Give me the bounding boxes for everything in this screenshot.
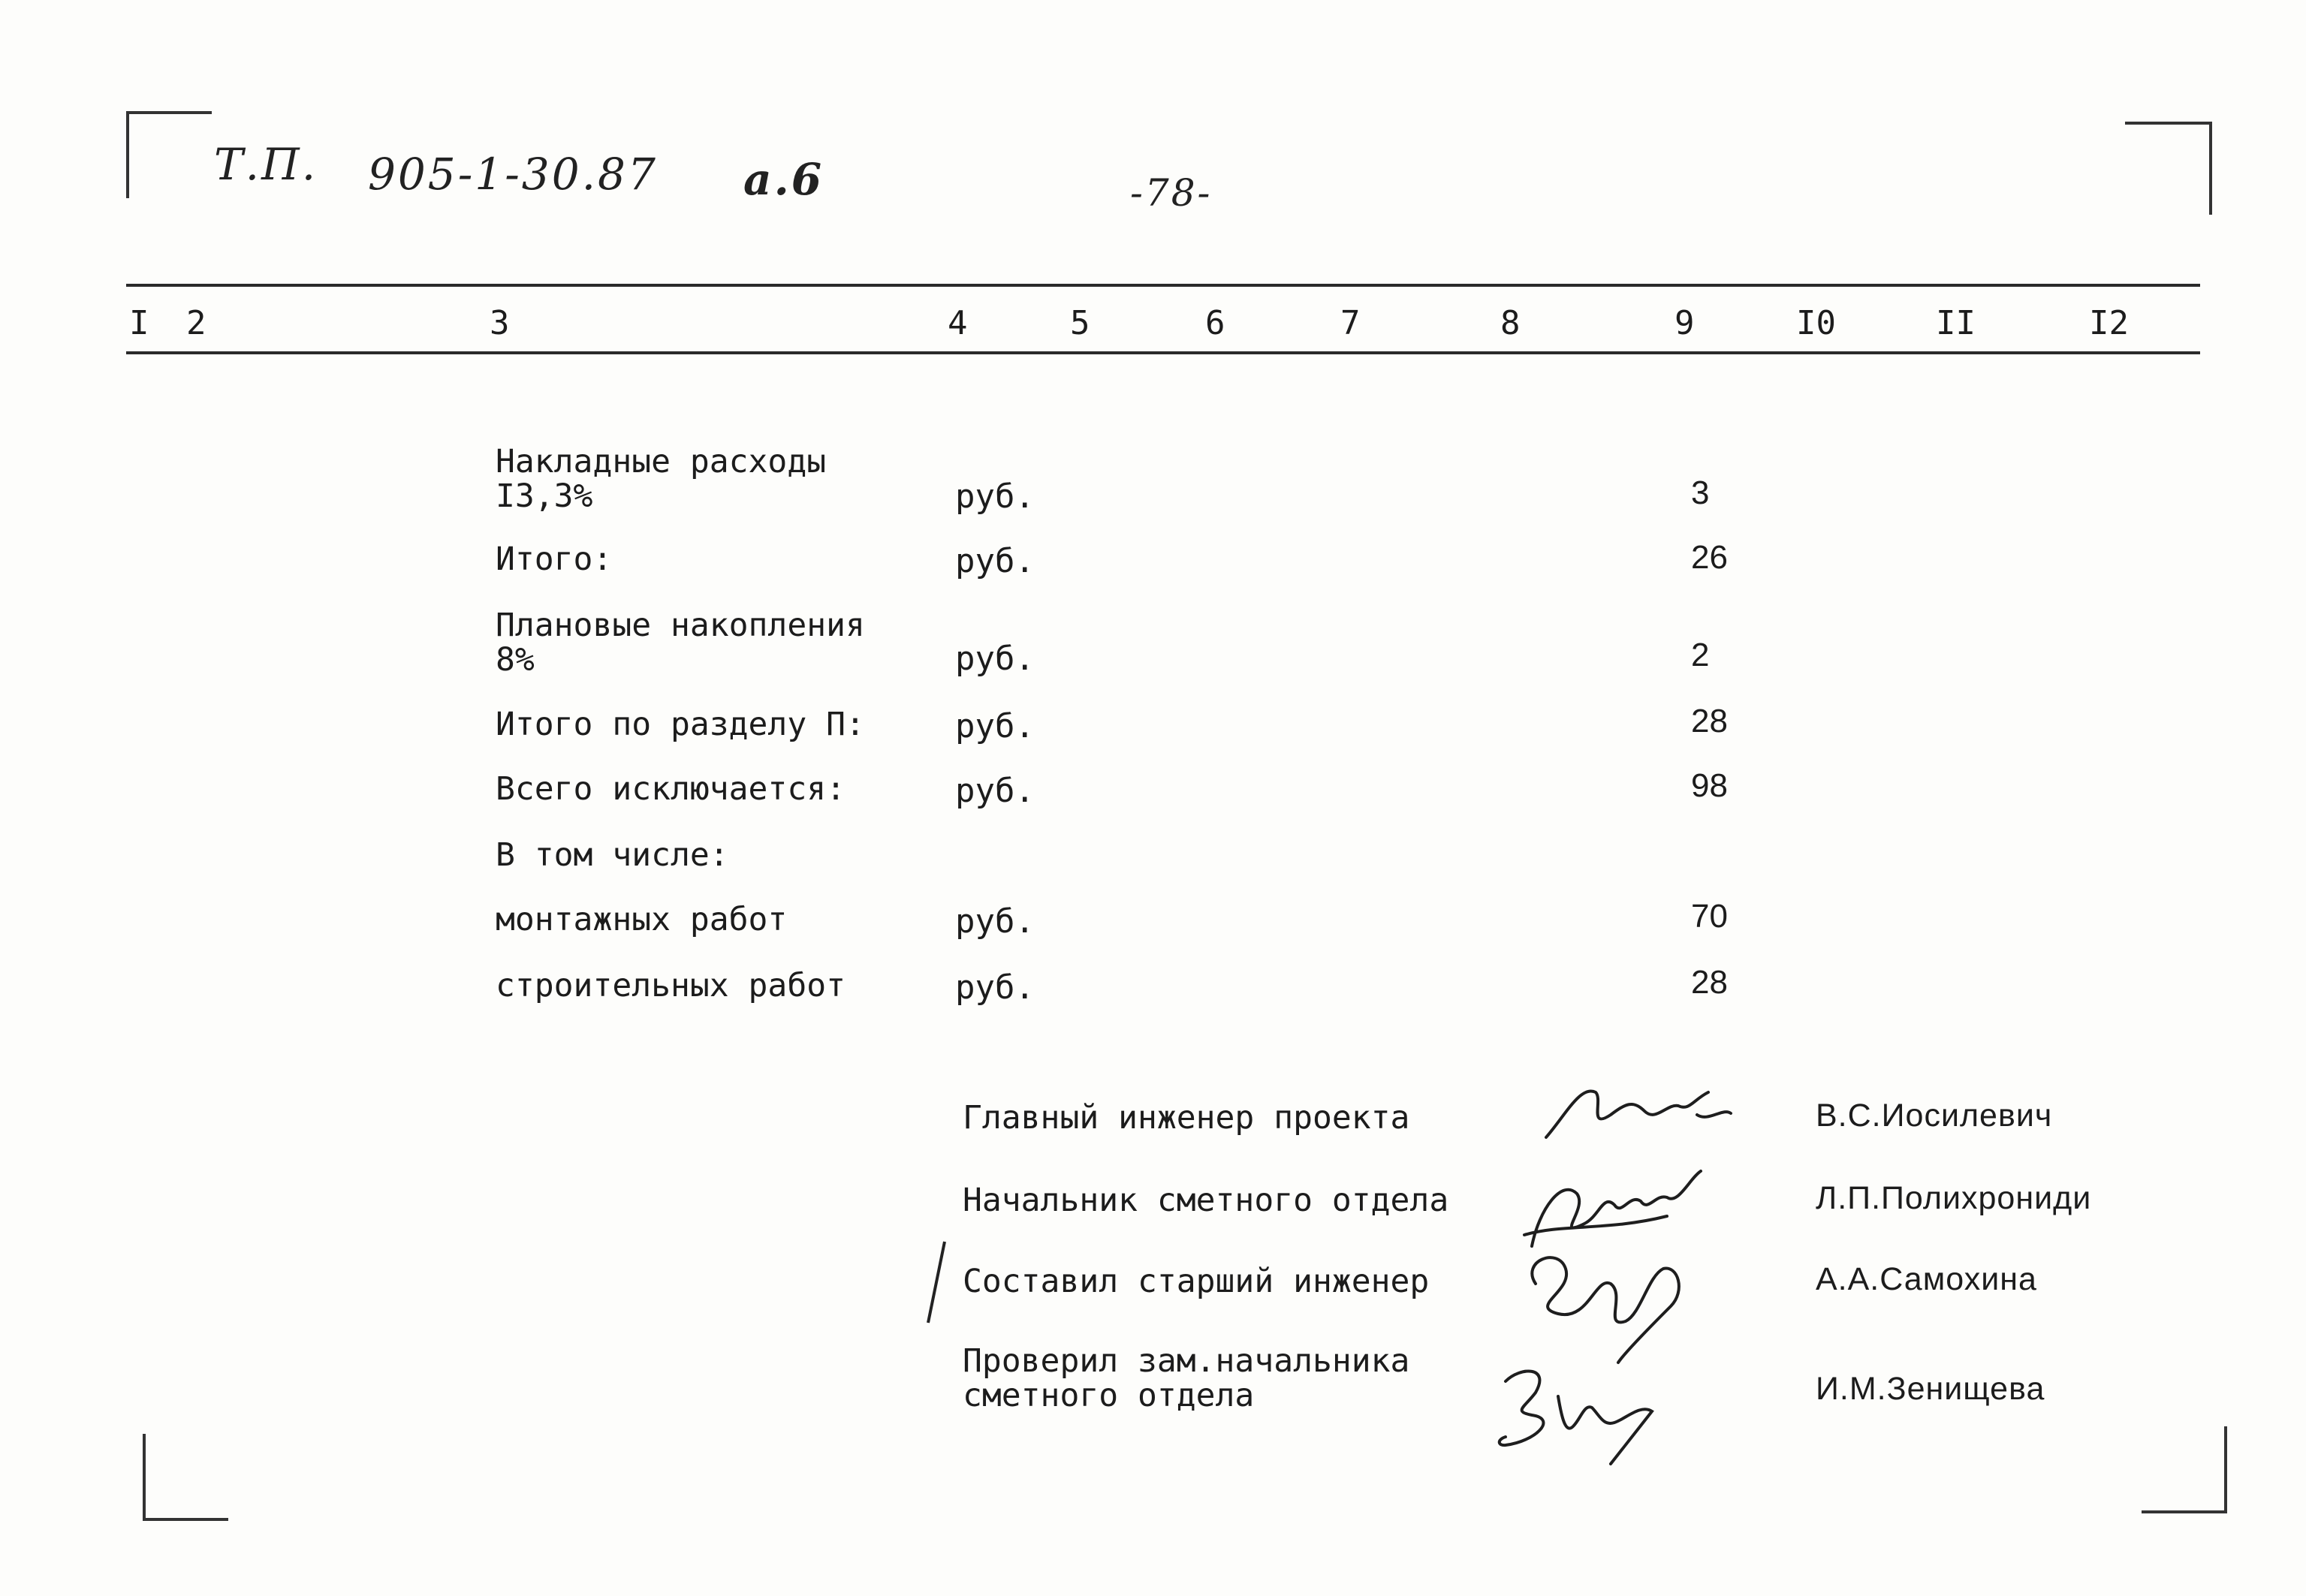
row-label-installation-works: монтажных работ	[496, 901, 788, 938]
row-label-grand-total: Всего исключается:	[496, 770, 846, 808]
corner-bracket-top-right	[2125, 122, 2212, 215]
row-unit: руб.	[955, 968, 1035, 1007]
column-number: 7	[1340, 304, 1361, 342]
corner-bracket-top-left	[126, 111, 212, 198]
row-value: 28	[1691, 964, 1728, 1001]
signature-role-compiled-by: Составил старший инженер	[963, 1263, 1430, 1300]
margin-slash-mark	[922, 1239, 952, 1329]
column-number: 2	[186, 304, 206, 342]
column-number: I2	[2089, 304, 2129, 342]
column-number: II	[1936, 304, 1976, 342]
page-number: -78-	[1130, 171, 1213, 215]
signature-name: В.С.Иосилевич	[1816, 1098, 2053, 1134]
row-unit: руб.	[955, 902, 1035, 941]
column-number: 3	[490, 304, 510, 342]
row-unit: руб.	[955, 772, 1035, 810]
signature-role-department-head: Начальник сметного отдела	[963, 1182, 1449, 1219]
corner-bracket-bottom-left	[143, 1434, 228, 1521]
column-number: 9	[1674, 304, 1695, 342]
project-code: 905-1-30.87	[368, 149, 658, 200]
handwritten-signature	[1513, 1231, 1708, 1366]
column-number: 8	[1500, 304, 1521, 342]
signature-role-chief-engineer: Главный инженер проекта	[963, 1099, 1410, 1137]
row-value: 28	[1691, 703, 1728, 739]
row-unit: руб.	[955, 542, 1035, 580]
row-label-including: В том числе:	[496, 836, 729, 874]
row-value: 26	[1691, 539, 1728, 576]
signature-name: Л.П.Полихрониди	[1816, 1180, 2092, 1216]
row-label-planned-savings: Плановые накопления 8%	[496, 607, 865, 679]
row-unit: руб.	[955, 640, 1035, 678]
row-unit: руб.	[955, 477, 1035, 516]
tp-label: Т.П.	[214, 139, 318, 190]
corner-bracket-bottom-right	[2142, 1426, 2227, 1513]
signature-role-checked-by: Проверил зам.начальника сметного отдела	[963, 1342, 1410, 1414]
row-value: 98	[1691, 767, 1728, 804]
handwritten-signature	[1543, 1070, 1738, 1152]
column-number: 4	[948, 304, 968, 342]
column-number: 6	[1205, 304, 1225, 342]
signature-name: А.А.Самохина	[1816, 1261, 2037, 1297]
row-label-construction-works: строительных работ	[496, 967, 846, 1004]
row-label-subtotal: Итого:	[496, 541, 613, 578]
row-label-overhead: Накладные расходы I3,3%	[496, 443, 827, 515]
row-value: 70	[1691, 898, 1728, 935]
album-number: а.6	[743, 154, 824, 205]
column-number: 5	[1070, 304, 1090, 342]
header-top-rule	[126, 284, 2200, 287]
handwritten-signature	[1491, 1351, 1671, 1464]
row-value: 3	[1691, 474, 1710, 511]
row-value: 2	[1691, 637, 1710, 673]
signature-name: И.М.Зенищева	[1816, 1371, 2045, 1407]
column-number: I0	[1796, 304, 1836, 342]
row-unit: руб.	[955, 707, 1035, 745]
column-number: I	[129, 304, 149, 342]
header-bottom-rule	[126, 351, 2200, 354]
row-label-section-total: Итого по разделу П:	[496, 706, 865, 743]
